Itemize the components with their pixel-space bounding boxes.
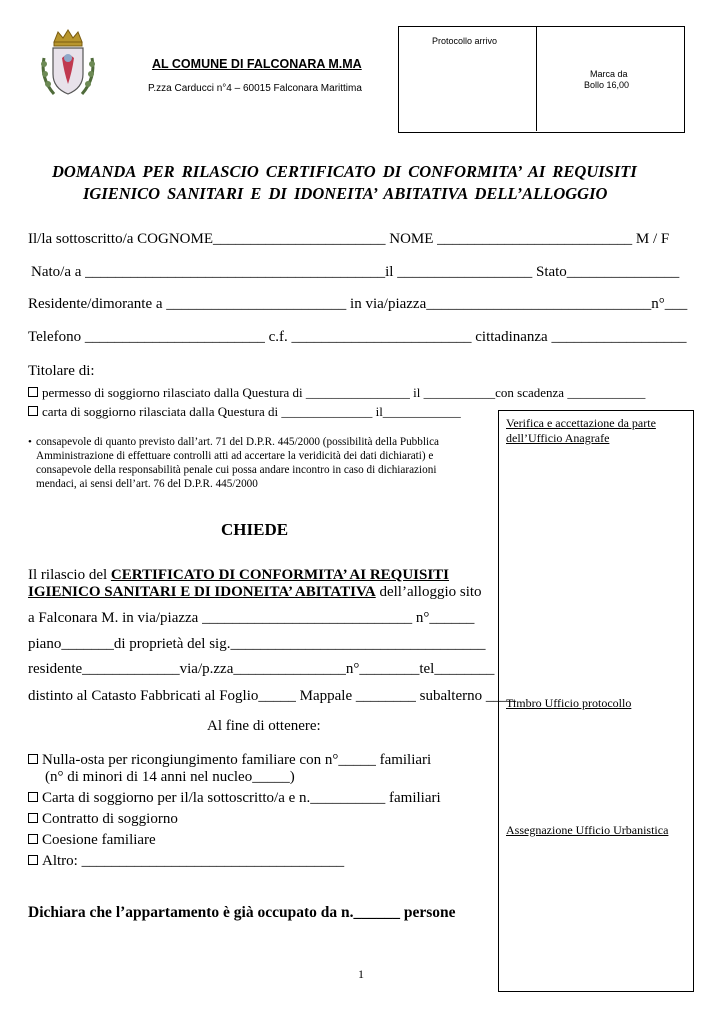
purpose-item-card[interactable] bbox=[28, 790, 441, 807]
reunification-checkbox[interactable] bbox=[28, 754, 38, 764]
minors-row[interactable]: (n° di minori di 14 anni nel nucleo_____) bbox=[45, 769, 295, 785]
purpose-heading: Al fine di ottenere: bbox=[207, 718, 321, 734]
request-heading: CHIEDE bbox=[221, 520, 289, 539]
residence-card-checkbox[interactable] bbox=[28, 792, 38, 802]
purpose-item-other[interactable] bbox=[28, 853, 344, 870]
cohesion-checkbox[interactable] bbox=[28, 834, 38, 844]
cadastre-row[interactable]: distinto al Catasto Fabbricati al Foglio_____ Mappale ________ subalterno ____ bbox=[28, 688, 516, 704]
protocol-label: Protocollo arrivo bbox=[432, 36, 498, 46]
holder-option-permit[interactable] bbox=[28, 385, 645, 401]
certificate-name-2: IGIENICO SANITARI E DI IDONEITA’ ABITATIVA bbox=[28, 584, 376, 600]
stamp-office-label: Timbro Ufficio protocollo bbox=[506, 696, 632, 710]
property-address-row[interactable]: a Falconara M. in via/piazza ____________________________ n°______ bbox=[28, 610, 475, 626]
residence-row[interactable]: Residente/dimorante a ________________________ in via/piazza______________________________n°___ bbox=[28, 296, 688, 312]
title-line-1: DOMANDA PER RILASCIO CERTIFICATO DI CONFORMITA’ AI REQUISITI bbox=[52, 162, 637, 181]
cohesion-label: Coesione familiare bbox=[42, 832, 156, 848]
page-number: 1 bbox=[358, 967, 364, 981]
surname-name-row[interactable]: Il/la sottoscritto/a COGNOME_______________________ NOME __________________________ M / F bbox=[28, 231, 670, 247]
stamp-value: Bollo 16,00 bbox=[584, 80, 630, 90]
addressee: AL COMUNE DI FALCONARA M.MA bbox=[152, 57, 362, 71]
certificate-name-1: CERTIFICATO DI CONFORMITA’ AI REQUISITI bbox=[110, 567, 450, 583]
request-line-1 bbox=[28, 567, 449, 584]
contract-label: Contratto di soggiorno bbox=[42, 811, 178, 827]
declaration-bullet-icon: • bbox=[28, 436, 32, 448]
contract-checkbox[interactable] bbox=[28, 813, 38, 823]
other-label: Altro: ___________________________________ bbox=[42, 853, 345, 869]
other-checkbox[interactable] bbox=[28, 855, 38, 865]
declaration-line-1: consapevole di quanto previsto dall’art. 71 del D.P.R. 445/2000 (possibilità della Pubblica bbox=[36, 436, 439, 448]
holder-option-card[interactable] bbox=[28, 404, 461, 420]
verify-label-line1: Verifica e accettazione da parte bbox=[506, 416, 656, 430]
coat-of-arms-logo bbox=[36, 28, 100, 100]
permit-label: permesso di soggiorno rilasciato dalla Questura di ________________ il ___________con scadenza ____________ bbox=[42, 385, 646, 400]
declaration-line-4: mendaci, ai sensi dell’art. 76 del D.P.R. 445/2000 bbox=[36, 478, 258, 490]
request-intro: Il rilascio del bbox=[28, 567, 111, 583]
address: P.zza Carducci n°4 – 60015 Falconara Marittima bbox=[148, 83, 362, 94]
request-suffix: dell’alloggio sito bbox=[375, 584, 482, 600]
residence-card-label: Carta di soggiorno per il/la sottoscritto/a e n.__________ familiari bbox=[42, 790, 441, 806]
stamp-label: Marca da bbox=[590, 69, 628, 79]
owner-residence-row[interactable]: residente_____________via/p.zza_______________n°________tel________ bbox=[28, 661, 495, 677]
phone-row[interactable]: Telefono ________________________ c.f. ________________________ cittadinanza __________________ bbox=[28, 329, 687, 345]
declaration-line-2: Amministrazione di effettuare controlli atti ad accertare la veridicità dei dati dichiarati) e bbox=[36, 450, 434, 462]
protocol-divider bbox=[536, 26, 537, 131]
title-line-2: IGIENICO SANITARI E DI IDONEITA’ ABITATIVA DELL’ALLOGGIO bbox=[83, 184, 608, 203]
card-checkbox[interactable] bbox=[28, 406, 38, 416]
holder-heading: Titolare di: bbox=[28, 363, 95, 379]
permit-checkbox[interactable] bbox=[28, 387, 38, 397]
birth-row[interactable]: Nato/a a ________________________________________il __________________ Stato_______________ bbox=[31, 264, 680, 280]
urban-office-label: Assegnazione Ufficio Urbanistica bbox=[506, 823, 669, 837]
purpose-item-reunification[interactable] bbox=[28, 752, 431, 769]
owner-row[interactable]: piano_______di proprietà del sig.__________________________________ bbox=[28, 636, 486, 652]
purpose-item-cohesion[interactable] bbox=[28, 832, 156, 849]
declaration-line-3: consapevole della responsabilità penale cui possa andare incontro in caso di dichiarazioni bbox=[36, 464, 437, 476]
occupancy-declaration[interactable]: Dichiara che l’appartamento è già occupato da n.______ persone bbox=[28, 904, 456, 921]
card-label: carta di soggiorno rilasciata dalla Questura di ______________ il____________ bbox=[42, 404, 461, 419]
purpose-item-contract[interactable] bbox=[28, 811, 178, 828]
reunification-label: Nulla-osta per ricongiungimento familiare con n°_____ familiari bbox=[42, 752, 432, 768]
verify-label-line2: dell’Ufficio Anagrafe bbox=[506, 431, 610, 445]
request-line-2 bbox=[28, 584, 482, 601]
